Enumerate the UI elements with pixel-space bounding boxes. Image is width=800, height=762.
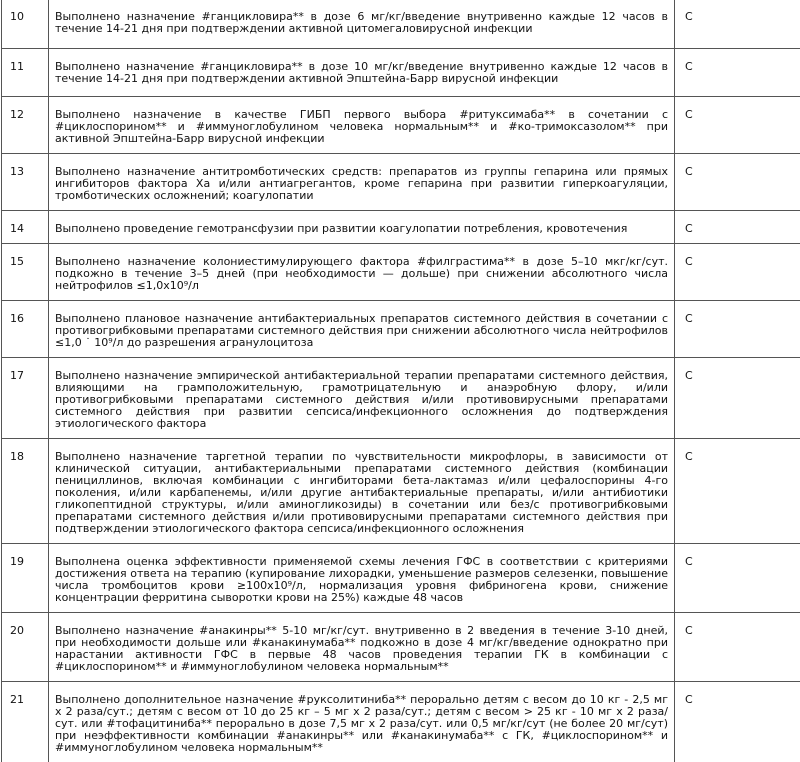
criterion-text: Выполнено назначение эмпирической антибактериальной терапии препаратами системного действия, влияющими на грамположительную, грамотрицательную и анаэробную флору, и/или противогрибковыми препаратами системного действия и/или противовирусными препаратами системного действия при развитии сепсиса/инфекционного осложнения до подтверждения этиологического фактора [49,358,675,439]
criterion-text: Выполнено назначение #ганцикловира** в дозе 10 мг/кг/введение внутривенно каждые 12 часов в течение 14-21 дня при подтверждении активной Эпштейна-Барр вирусной инфекции [49,49,675,97]
evidence-level: С [675,358,800,439]
table-row [2,154,800,211]
row-number: 13 [2,154,49,211]
row-number: 18 [2,439,49,544]
evidence-level: С [675,544,800,613]
evidence-level: С [675,439,800,544]
evidence-level: С [675,244,800,301]
table-row [2,358,800,439]
row-number: 10 [2,0,49,49]
criterion-text: Выполнено назначение #ганцикловира** в дозе 6 мг/кг/введение внутривенно каждые 12 часов в течение 14-21 дня при подтверждении активной цитомегаловирусной инфекции [49,0,675,49]
evidence-level: С [675,682,800,762]
table-row [2,439,800,544]
criterion-text: Выполнено назначение антитромботических средств: препаратов из группы гепарина или прямых ингибиторов фактора Ха и/или антиагрегантов, кроме гепарина при развитии гиперкоагуляции, тромботических осложнений; коагулопатии [49,154,675,211]
table-row [2,97,800,154]
evidence-level: С [675,301,800,358]
table-row [2,49,800,97]
evidence-level: С [675,154,800,211]
evidence-level: С [675,49,800,97]
table-row [2,0,800,49]
row-number: 14 [2,211,49,244]
table-row [2,301,800,358]
row-number: 15 [2,244,49,301]
table-row [2,244,800,301]
table-row [2,613,800,682]
row-number: 16 [2,301,49,358]
row-number: 19 [2,544,49,613]
row-number: 21 [2,682,49,762]
evidence-level: С [675,613,800,682]
table-row [2,682,800,762]
row-number: 11 [2,49,49,97]
criterion-text: Выполнено назначение #анакинры** 5-10 мг/кг/сут. внутривенно в 2 введения в течение 3-10 дней, при необходимости дольше или #канакинумаба** подкожно в дозе 4 мг/кг/введение однократно при нарастании активности ГФС в первые 48 часов проведения терапии ГК в комбинации с #циклоспорином** и #иммуноглобулином человека нормальным** [49,613,675,682]
evidence-level: С [675,97,800,154]
criterion-text: Выполнено назначение в качестве ГИБП первого выбора #ритуксимаба** в сочетании с #циклоспорином** и #иммуноглобулином человека нормальным** и #ко-тримоксазолом** при активной Эпштейна-Барр вирусной инфекции [49,97,675,154]
criterion-text: Выполнено дополнительное назначение #руксолитиниба** перорально детям с весом до 10 кг - 2,5 мг х 2 раза/сут.; детям с весом от 10 до 25 кг – 5 мг х 2 раза/сут.; детям с весом > 25 кг - 10 мг х 2 раза/сут. или #тофацитиниба** перорально в дозе 7,5 мг х 2 раза/сут. или 0,5 мг/кг/сут (не более 20 мг/сут) при неэффективности комбинации #анакинры** или #канакинумаба** с ГК, #циклоспорином** и #иммуноглобулином человека нормальным** [49,682,675,762]
criteria-table [1,0,800,762]
criterion-text: Выполнена оценка эффективности применяемой схемы лечения ГФС в соответствии с критериями достижения ответа на терапию (купирование лихорадки, уменьшение размеров селезенки, повышение числа тромбоцитов крови ≥100х10⁹/л, нормализация уровня фибриногена крови, снижение концентрации ферритина сыворотки крови на 25%) каждые 48 часов [49,544,675,613]
criterion-text: Выполнено назначение колониестимулирующего фактора #филграстима** в дозе 5–10 мкг/кг/сут. подкожно в течение 3–5 дней (при необходимости — дольше) при снижении абсолютного числа нейтрофилов ≤1,0х10⁹/л [49,244,675,301]
evidence-level: С [675,211,800,244]
criterion-text: Выполнено проведение гемотрансфузии при развитии коагулопатии потребления, кровотечения [49,211,675,244]
row-number: 20 [2,613,49,682]
row-number: 17 [2,358,49,439]
row-number: 12 [2,97,49,154]
evidence-level: С [675,0,800,49]
table-row [2,211,800,244]
criterion-text: Выполнено плановое назначение антибактериальных препаратов системного действия в сочетании с противогрибковыми препаратами системного действия при снижении абсолютного числа нейтрофилов ≤1,0 ˙ 10⁹/л до разрешения агранулоцитоза [49,301,675,358]
table-row [2,544,800,613]
criterion-text: Выполнено назначение таргетной терапии по чувствительности микрофлоры, в зависимости от клинической ситуации, антибактериальными препаратами системного действия (комбинации пенициллинов, включая комбинации с ингибиторами бета-лактамаз и/или цефалоспорины 4-го поколения, и/или карбапенемы, и/или другие антибактериальные препараты, и/или антибиотики гликопептидной структуры, и/или аминогликозиды) в сочетании или без/с противогрибковыми препаратами системного действия и/или противовирусными препаратами системного действия при подтверждении этиологического фактора сепсиса/инфекционного осложнения [49,439,675,544]
